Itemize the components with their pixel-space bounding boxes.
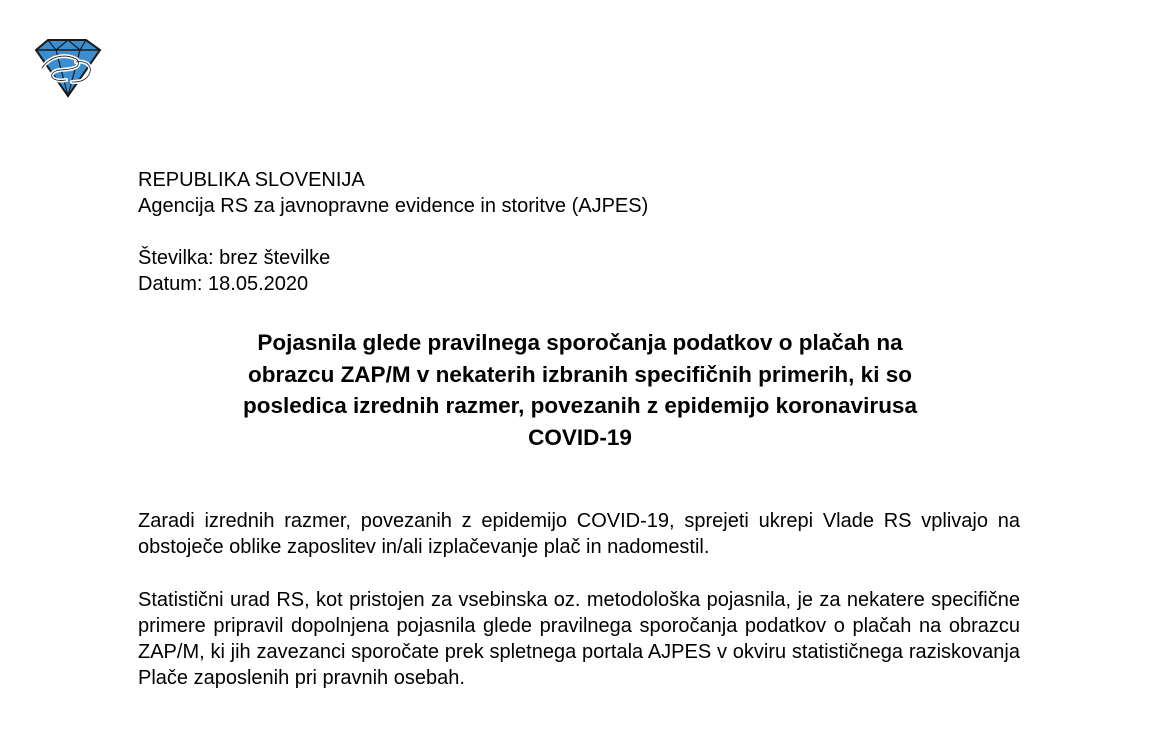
body-paragraph-2: Statistični urad RS, kot pristojen za vsebinska oz. metodološka pojasnila, je za nekatere specifične primere pripravil dopolnjena pojasnila glede pravilnega sporočanja podatkov o plačah na obrazcu ZAP/M, ki jih zavezanci sporočate prek spletnega portala AJPES v okviru statističnega raziskovanja Plače zaposlenih pri pravnih osebah.: [138, 589, 1020, 689]
document-meta: [138, 245, 330, 297]
document-date: Datum: 18.05.2020: [138, 273, 309, 295]
republic-name: REPUBLIKA SLOVENIJA: [138, 169, 365, 191]
issuer-header: [138, 167, 648, 219]
title-line-3: posledica izrednih razmer, povezanih z epidemijo koronavirusa: [243, 393, 917, 418]
title-line-4: COVID-19: [528, 424, 632, 450]
title-line-1: Pojasnila glede pravilnega sporočanja podatkov o plačah na: [257, 330, 903, 355]
document-number: Številka: brez številke: [138, 247, 331, 269]
agency-name: Agencija RS za javnopravne evidence in storitve (AJPES): [138, 195, 649, 217]
title-line-2: obrazcu ZAP/M v nekaterih izbranih specifičnih primerih, ki so: [248, 361, 912, 387]
sd-diamond-logo-icon: [30, 38, 104, 100]
document-title: [160, 327, 1000, 453]
body-paragraph-1: Zaradi izrednih razmer, povezanih z epidemijo COVID-19, sprejeti ukrepi Vlade RS vplivajo na obstoječe oblike zaposlitev in/ali izplačevanje plač in nadomestil.: [138, 510, 1020, 558]
